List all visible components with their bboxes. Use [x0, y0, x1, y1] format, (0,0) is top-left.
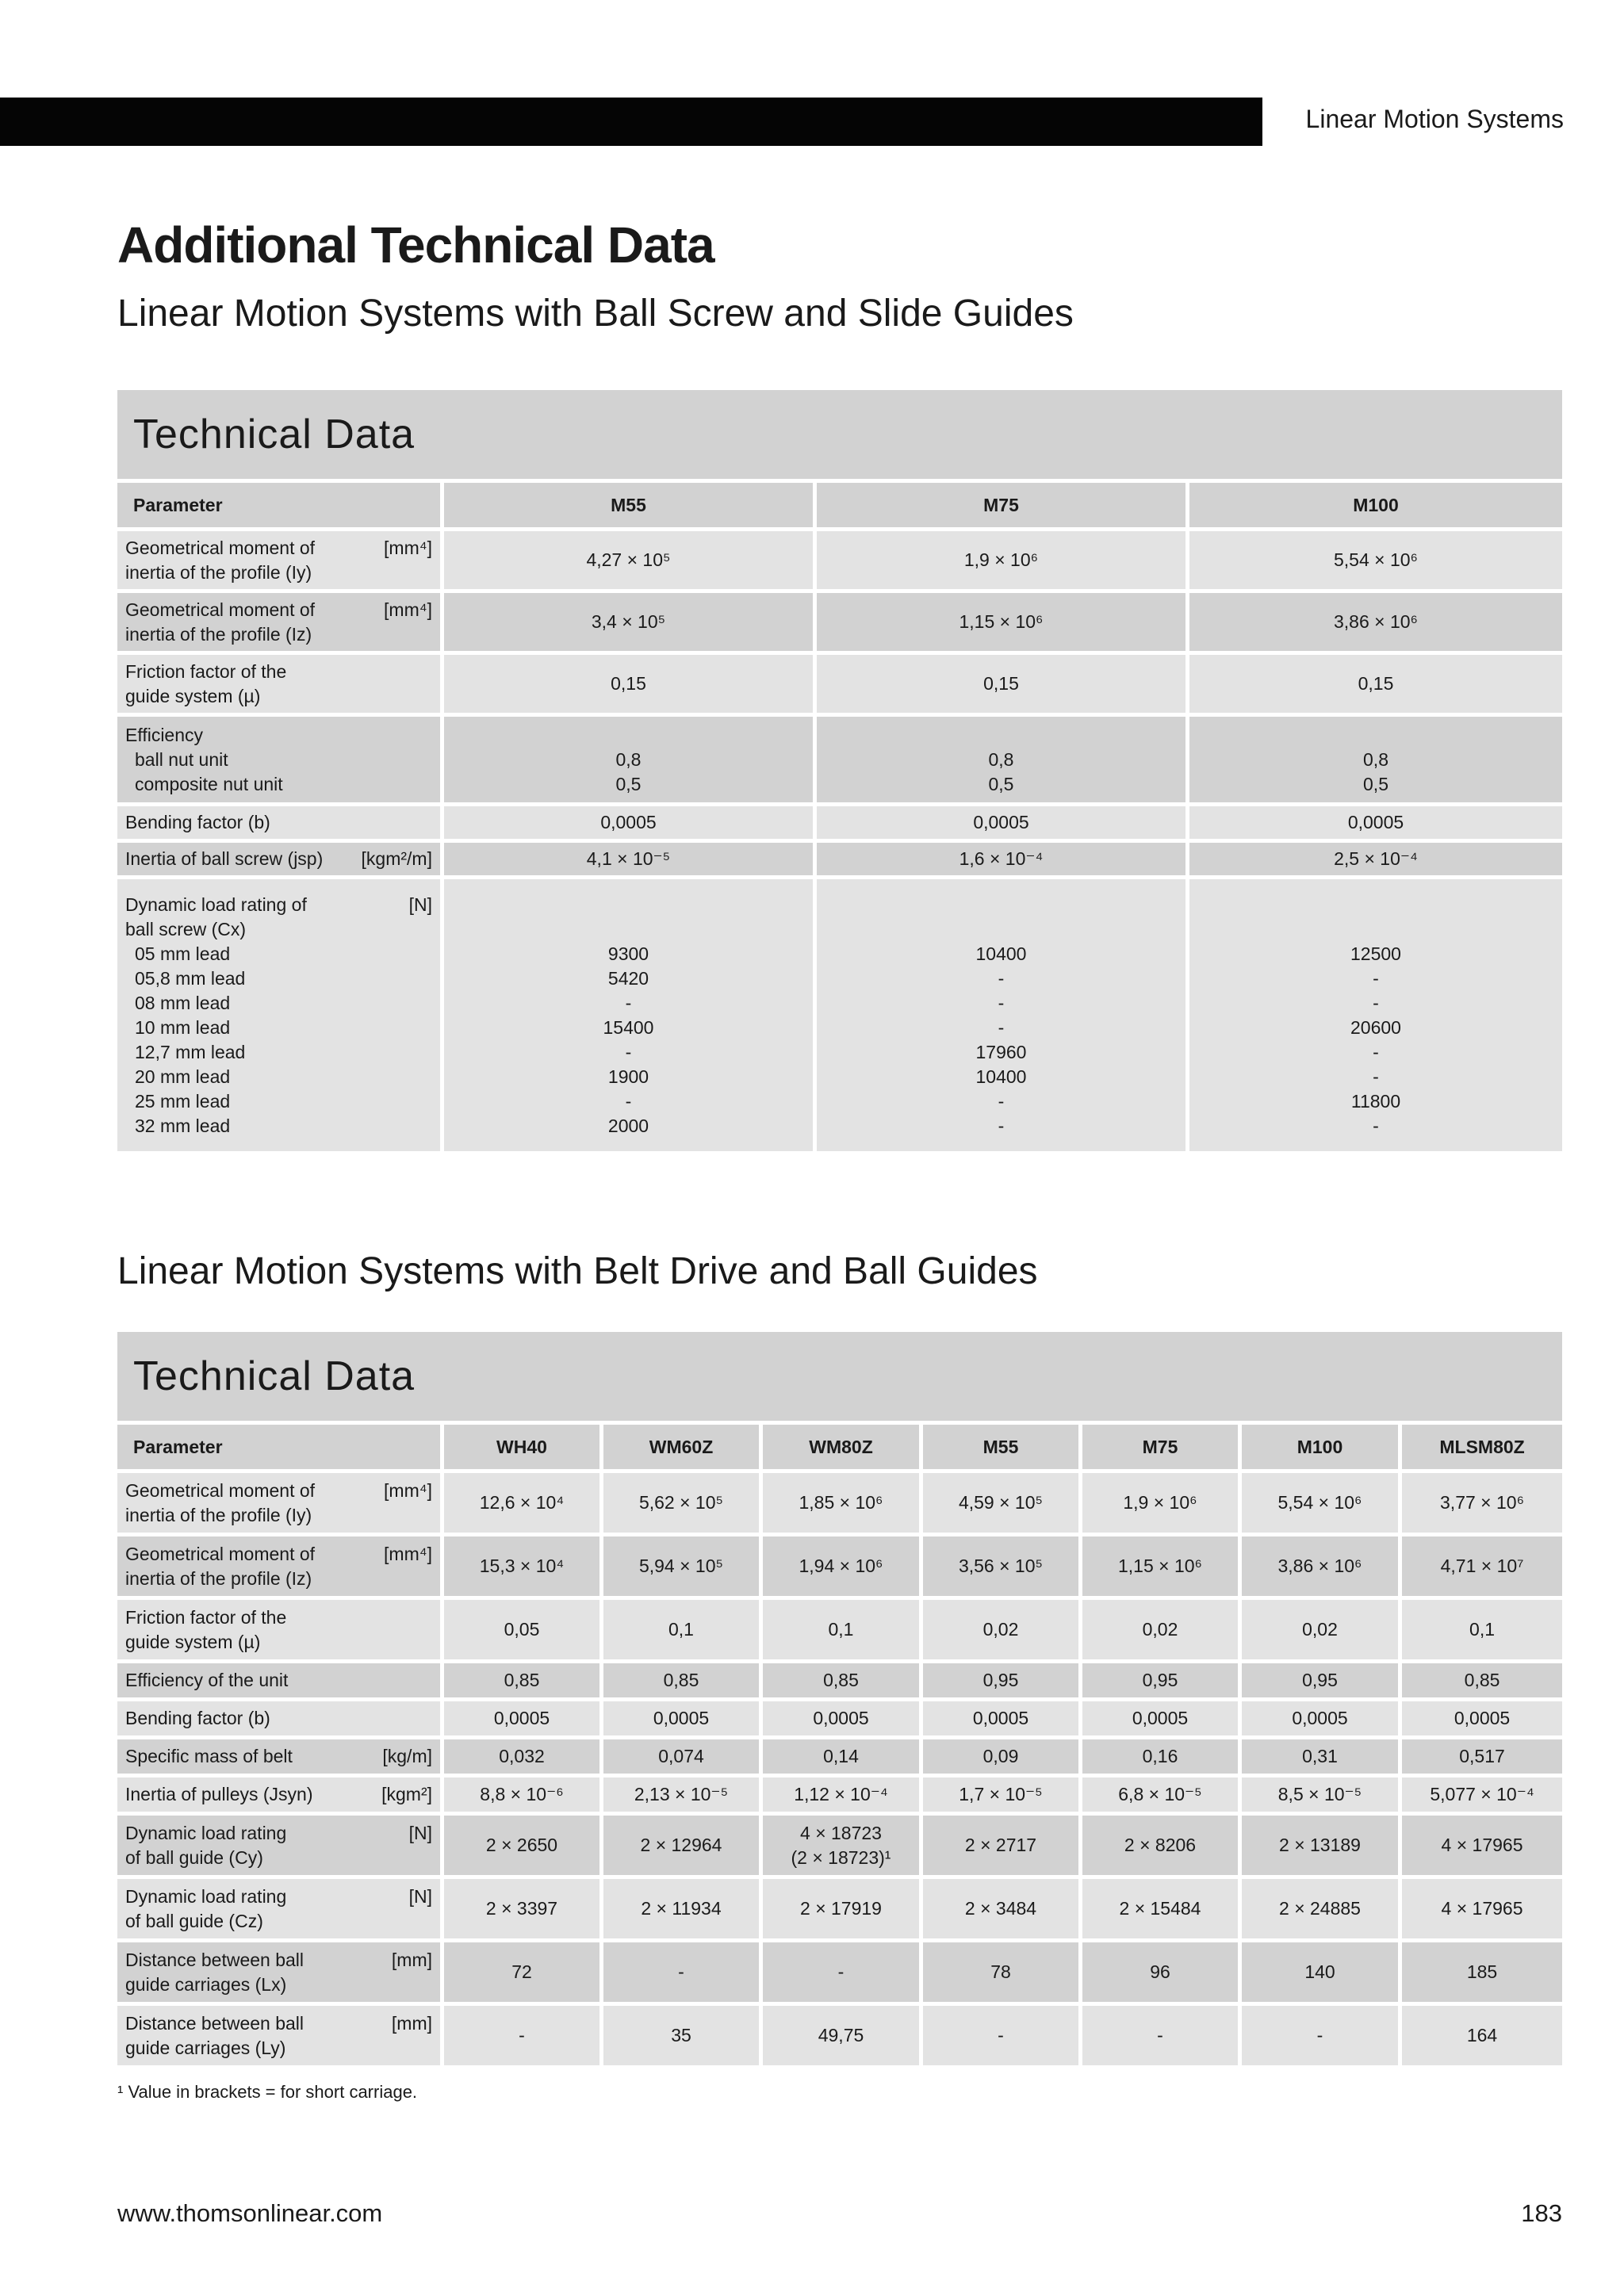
value-cell: 0,85	[603, 1663, 763, 1701]
unit-label: [kgm²]	[381, 1784, 432, 1804]
value-cell	[817, 879, 1189, 1155]
parameter-label: Distance between ball	[125, 1949, 304, 1970]
value-line: -	[1373, 992, 1379, 1013]
column-header: WM60Z	[603, 1425, 763, 1473]
value-cell: 5,94 × 10⁵	[603, 1536, 763, 1600]
value-cell: -	[1082, 2006, 1242, 2069]
footnote: ¹ Value in brackets = for short carriage.	[117, 2082, 418, 2102]
value-cell: 96	[1082, 1942, 1242, 2006]
value-cell: 0,15	[1189, 655, 1562, 717]
unit-label: [kg/m]	[382, 1746, 432, 1766]
value-cell: 8,5 × 10⁻⁵	[1242, 1777, 1402, 1816]
technical-data-table-ball-screw	[117, 390, 1562, 1155]
value-cell: 2 × 3397	[444, 1879, 603, 1942]
parameter-label: Geometrical moment of	[125, 1543, 316, 1564]
value-cell: 2 × 24885	[1242, 1879, 1402, 1942]
section-title-belt-drive: Linear Motion Systems with Belt Drive and Ball Guides	[117, 1250, 1038, 1292]
parameter-cell	[117, 531, 444, 593]
parameter-cell	[117, 593, 444, 655]
parameter-label: Dynamic load rating	[125, 1822, 287, 1843]
value-cell	[817, 717, 1189, 806]
parameter-label: Efficiency	[125, 724, 204, 745]
parameter-label: Bending factor (b)	[125, 812, 270, 832]
value-cell: 185	[1402, 1942, 1562, 2006]
value-line: 9300	[607, 943, 649, 964]
value-cell: 0,31	[1242, 1739, 1402, 1777]
parameter-label: Inertia of pulleys (Jsyn)	[125, 1784, 313, 1804]
parameter-label: Bending factor (b)	[125, 1708, 270, 1728]
parameter-label: of ball guide (Cz)	[125, 1910, 263, 1931]
header-bar	[0, 98, 1262, 146]
table-row	[117, 1600, 1562, 1663]
table-row	[117, 1816, 1562, 1879]
parameter-cell	[117, 1816, 444, 1879]
parameter-label: inertia of the profile (Iz)	[125, 623, 312, 645]
value-line	[452, 893, 805, 917]
value-cell: 3,86 × 10⁶	[1189, 593, 1562, 655]
parameter-cell	[117, 1701, 444, 1739]
value-cell: 2 × 15484	[1082, 1879, 1242, 1942]
value-cell: 2 × 13189	[1242, 1816, 1402, 1879]
value-line: -	[625, 1041, 632, 1062]
header-title: Linear Motion Systems	[1305, 105, 1564, 133]
parameter-label: ball screw (Cx)	[125, 918, 247, 939]
value-cell	[1189, 717, 1562, 806]
unit-label: [mm⁴]	[384, 537, 432, 558]
value-cell: 1,9 × 10⁶	[1082, 1473, 1242, 1536]
column-header: Parameter	[117, 483, 444, 531]
value-cell: 0,0005	[444, 806, 817, 843]
parameter-label: guide system (µ)	[125, 1631, 261, 1652]
table-banner: Technical Data	[117, 390, 1562, 483]
value-cell: 6,8 × 10⁻⁵	[1082, 1777, 1242, 1816]
column-header: M75	[1082, 1425, 1242, 1473]
parameter-label: 05 mm lead	[135, 943, 231, 964]
value-cell: 0,1	[1402, 1600, 1562, 1663]
value-cell: 140	[1242, 1942, 1402, 2006]
value-cell: 1,6 × 10⁻⁴	[817, 843, 1189, 879]
column-header: M100	[1189, 483, 1562, 531]
value-cell: -	[763, 1942, 923, 2006]
parameter-label: composite nut unit	[135, 773, 283, 794]
parameter-label: inertia of the profile (Iz)	[125, 1567, 312, 1589]
value-cell: 0,0005	[923, 1701, 1082, 1739]
unit-label: [N]	[408, 1885, 432, 1907]
column-header: WM80Z	[763, 1425, 923, 1473]
parameter-label: 05,8 mm lead	[135, 967, 246, 989]
value-line: (2 × 18723)¹	[791, 1846, 891, 1868]
parameter-label: inertia of the profile (Iy)	[125, 561, 312, 583]
value-cell: 0,517	[1402, 1739, 1562, 1777]
value-line: 2000	[607, 1115, 649, 1136]
value-line: 0,8	[1363, 748, 1388, 770]
parameter-label: Geometrical moment of	[125, 537, 316, 558]
value-cell: 4,27 × 10⁵	[444, 531, 817, 593]
unit-label: [mm]	[391, 2012, 432, 2034]
unit-label: [mm⁴]	[384, 1543, 432, 1564]
parameter-cell	[117, 1600, 444, 1663]
value-cell: 0,1	[603, 1600, 763, 1663]
value-cell: -	[603, 1942, 763, 2006]
value-cell: 0,95	[1242, 1663, 1402, 1701]
parameter-label: of ball guide (Cy)	[125, 1846, 263, 1868]
value-cell	[444, 717, 817, 806]
parameter-cell	[117, 1473, 444, 1536]
value-cell: 0,0005	[817, 806, 1189, 843]
table-row	[117, 1777, 1562, 1816]
value-line	[825, 723, 1178, 748]
value-cell: 0,032	[444, 1739, 603, 1777]
value-cell: 2 × 11934	[603, 1879, 763, 1942]
parameter-label: Efficiency of the unit	[125, 1670, 289, 1690]
page-title: Additional Technical Data	[117, 216, 714, 274]
value-cell: 3,4 × 10⁵	[444, 593, 817, 655]
parameter-cell	[117, 2006, 444, 2069]
parameter-label: Dynamic load rating of	[125, 894, 307, 915]
value-cell: 2 × 3484	[923, 1879, 1082, 1942]
value-cell: 1,94 × 10⁶	[763, 1536, 923, 1600]
value-cell: 0,15	[817, 655, 1189, 717]
value-line: 17960	[975, 1041, 1027, 1062]
parameter-label: Distance between ball	[125, 2012, 304, 2034]
value-cell: 0,0005	[603, 1701, 763, 1739]
table-banner: Technical Data	[117, 1332, 1562, 1425]
table-row	[117, 1879, 1562, 1942]
table-row	[117, 655, 1562, 717]
value-cell: 0,074	[603, 1739, 763, 1777]
parameter-cell	[117, 843, 444, 879]
value-cell: 2 × 8206	[1082, 1816, 1242, 1879]
parameter-label: Specific mass of belt	[125, 1746, 293, 1766]
value-cell	[763, 1816, 923, 1879]
value-line: 0,5	[988, 773, 1014, 794]
value-cell: 5,62 × 10⁵	[603, 1473, 763, 1536]
parameter-label: 32 mm lead	[135, 1115, 231, 1136]
column-header: M100	[1242, 1425, 1402, 1473]
value-cell: 1,85 × 10⁶	[763, 1473, 923, 1536]
value-cell: 35	[603, 2006, 763, 2069]
column-header: M55	[923, 1425, 1082, 1473]
value-cell: 3,86 × 10⁶	[1242, 1536, 1402, 1600]
value-line	[825, 893, 1178, 917]
table-row	[117, 879, 1562, 1155]
value-cell: 4 × 17965	[1402, 1879, 1562, 1942]
parameter-cell	[117, 1879, 444, 1942]
value-cell: 0,85	[1402, 1663, 1562, 1701]
column-header: WH40	[444, 1425, 603, 1473]
table-row	[117, 843, 1562, 879]
value-cell: 2 × 12964	[603, 1816, 763, 1879]
table-row	[117, 1536, 1562, 1600]
value-line: -	[625, 992, 632, 1013]
value-cell: 0,0005	[763, 1701, 923, 1739]
value-line	[1197, 723, 1554, 748]
value-line: 11800	[1350, 1090, 1401, 1112]
value-cell: 2 × 17919	[763, 1879, 923, 1942]
value-cell: 0,05	[444, 1600, 603, 1663]
parameter-cell	[117, 879, 444, 1155]
parameter-label: Dynamic load rating	[125, 1885, 287, 1907]
value-cell: 0,0005	[1082, 1701, 1242, 1739]
value-cell: 0,0005	[1189, 806, 1562, 843]
value-cell: 0,0005	[444, 1701, 603, 1739]
parameter-label: Inertia of ball screw (jsp)	[125, 848, 324, 869]
value-cell: 3,56 × 10⁵	[923, 1536, 1082, 1600]
value-line	[825, 917, 1178, 942]
value-cell: 0,95	[1082, 1663, 1242, 1701]
parameter-cell	[117, 717, 444, 806]
parameter-label: 12,7 mm lead	[135, 1041, 246, 1062]
value-line: -	[625, 1090, 632, 1112]
value-cell: 0,14	[763, 1739, 923, 1777]
table-header-row	[117, 483, 1562, 531]
value-cell: -	[1242, 2006, 1402, 2069]
value-cell: 4 × 17965	[1402, 1816, 1562, 1879]
value-line	[1197, 893, 1554, 917]
value-cell: 2 × 2717	[923, 1816, 1082, 1879]
page-number: 183	[1521, 2199, 1562, 2227]
parameter-cell	[117, 1777, 444, 1816]
parameter-cell	[117, 1739, 444, 1777]
value-cell: 0,85	[444, 1663, 603, 1701]
value-cell: 1,7 × 10⁻⁵	[923, 1777, 1082, 1816]
value-line: -	[1373, 1066, 1379, 1087]
value-line: -	[998, 1090, 1005, 1112]
value-line: 15400	[603, 1016, 654, 1038]
value-line: 1900	[607, 1066, 649, 1087]
value-cell: 5,54 × 10⁶	[1189, 531, 1562, 593]
parameter-cell	[117, 806, 444, 843]
value-cell: 8,8 × 10⁻⁶	[444, 1777, 603, 1816]
value-cell: 2,5 × 10⁻⁴	[1189, 843, 1562, 879]
value-cell: 1,9 × 10⁶	[817, 531, 1189, 593]
value-cell: 1,15 × 10⁶	[1082, 1536, 1242, 1600]
value-line: 12500	[1350, 943, 1401, 964]
value-cell: 0,95	[923, 1663, 1082, 1701]
table-row	[117, 2006, 1562, 2069]
parameter-label: Geometrical moment of	[125, 1479, 316, 1501]
value-cell	[1189, 879, 1562, 1155]
parameter-label: ball nut unit	[135, 748, 228, 770]
parameter-cell	[117, 1536, 444, 1600]
table-row	[117, 806, 1562, 843]
value-cell: 1,12 × 10⁻⁴	[763, 1777, 923, 1816]
parameter-label: 25 mm lead	[135, 1090, 231, 1112]
value-line	[452, 723, 805, 748]
column-header: MLSM80Z	[1402, 1425, 1562, 1473]
value-cell: 5,077 × 10⁻⁴	[1402, 1777, 1562, 1816]
value-line: 0,5	[615, 773, 642, 794]
parameter-cell	[117, 1663, 444, 1701]
value-cell: 164	[1402, 2006, 1562, 2069]
value-line: 10400	[975, 1066, 1027, 1087]
value-cell: 49,75	[763, 2006, 923, 2069]
technical-data-table-belt-drive	[117, 1332, 1562, 2069]
value-cell: 72	[444, 1942, 603, 2006]
unit-label: [N]	[408, 894, 432, 915]
value-cell: 3,77 × 10⁶	[1402, 1473, 1562, 1536]
value-line: 4 × 18723	[800, 1822, 882, 1843]
value-cell: 0,0005	[1402, 1701, 1562, 1739]
unit-label: [kgm²/m]	[361, 848, 432, 869]
unit-label: [mm]	[391, 1949, 432, 1970]
table-row	[117, 1473, 1562, 1536]
table-row	[117, 593, 1562, 655]
value-line: -	[998, 1115, 1005, 1136]
value-line: -	[998, 1016, 1005, 1038]
value-line: -	[1373, 1115, 1379, 1136]
value-cell: 15,3 × 10⁴	[444, 1536, 603, 1600]
column-header: M75	[817, 483, 1189, 531]
value-line: -	[998, 967, 1005, 989]
value-cell: 0,0005	[1242, 1701, 1402, 1739]
unit-label: [mm⁴]	[384, 599, 432, 620]
column-header: Parameter	[117, 1425, 444, 1473]
value-line	[452, 917, 805, 942]
value-cell: 4,59 × 10⁵	[923, 1473, 1082, 1536]
value-line: -	[998, 992, 1005, 1013]
value-cell: 2,13 × 10⁻⁵	[603, 1777, 763, 1816]
value-line: 5420	[607, 967, 649, 989]
value-cell	[444, 879, 817, 1155]
parameter-label: 10 mm lead	[135, 1016, 231, 1038]
parameter-cell	[117, 655, 444, 717]
value-line: 20600	[1350, 1016, 1401, 1038]
value-cell: 0,02	[1082, 1600, 1242, 1663]
value-cell: 0,85	[763, 1663, 923, 1701]
value-cell: 0,1	[763, 1600, 923, 1663]
parameter-label: Friction factor of the	[125, 1606, 287, 1628]
value-line: 10400	[975, 943, 1027, 964]
table-header-row	[117, 1425, 1562, 1473]
value-cell: 5,54 × 10⁶	[1242, 1473, 1402, 1536]
value-cell: 12,6 × 10⁴	[444, 1473, 603, 1536]
value-line: 0,8	[615, 748, 642, 770]
parameter-label: 08 mm lead	[135, 992, 231, 1013]
parameter-label: guide carriages (Ly)	[125, 2037, 286, 2058]
value-cell: 2 × 2650	[444, 1816, 603, 1879]
unit-label: [mm⁴]	[384, 1479, 432, 1501]
value-cell: 4,71 × 10⁷	[1402, 1536, 1562, 1600]
parameter-label: Geometrical moment of	[125, 599, 316, 620]
value-cell: 0,09	[923, 1739, 1082, 1777]
value-line: -	[1373, 1041, 1379, 1062]
unit-label: [N]	[408, 1822, 432, 1843]
value-cell: 0,02	[1242, 1600, 1402, 1663]
table-row	[117, 717, 1562, 806]
value-line	[1197, 917, 1554, 942]
table-row	[117, 1942, 1562, 2006]
value-line: -	[1373, 967, 1379, 989]
parameter-cell	[117, 1942, 444, 2006]
value-line: 0,5	[1363, 773, 1388, 794]
column-header: M55	[444, 483, 817, 531]
section-title-ball-screw: Linear Motion Systems with Ball Screw and Slide Guides	[117, 293, 1074, 335]
table-row	[117, 1663, 1562, 1701]
parameter-label: guide system (µ)	[125, 685, 261, 706]
parameter-label: guide carriages (Lx)	[125, 1973, 287, 1995]
value-cell: 0,15	[444, 655, 817, 717]
parameter-label: inertia of the profile (Iy)	[125, 1504, 312, 1525]
value-cell: 0,16	[1082, 1739, 1242, 1777]
value-cell: 1,15 × 10⁶	[817, 593, 1189, 655]
value-cell: 4,1 × 10⁻⁵	[444, 843, 817, 879]
value-cell: 78	[923, 1942, 1082, 2006]
table-row	[117, 1701, 1562, 1739]
value-cell: -	[923, 2006, 1082, 2069]
table-row	[117, 531, 1562, 593]
parameter-label: Friction factor of the	[125, 660, 287, 682]
footer-url: www.thomsonlinear.com	[117, 2199, 383, 2227]
value-cell: -	[444, 2006, 603, 2069]
value-cell: 0,02	[923, 1600, 1082, 1663]
value-line: 0,8	[988, 748, 1014, 770]
table-row	[117, 1739, 1562, 1777]
parameter-label: 20 mm lead	[135, 1066, 231, 1087]
